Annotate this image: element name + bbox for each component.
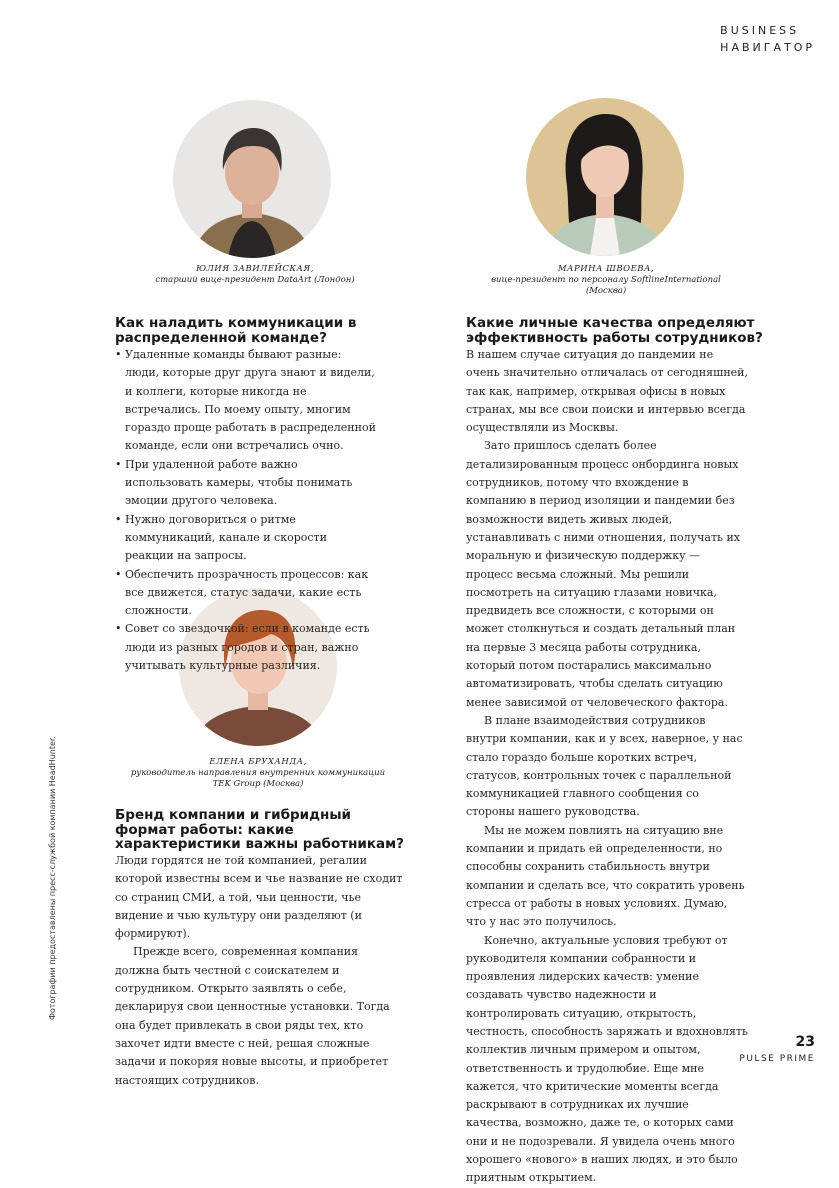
section-heading-qualities: Какие личные качества определяют эффективность работы сотрудников? (466, 315, 763, 346)
photo-credit: Фотографии предоставлены пресс-службой компании HeadHunter. (48, 736, 57, 1020)
caption-marina (470, 264, 742, 297)
magazine-name: PULSE PRIME (739, 1054, 815, 1064)
section-body-qualities (466, 346, 748, 1188)
person-name: ЮЛИЯ ЗАВИЛЕЙСКАЯ, (196, 264, 314, 274)
paragraph: Мы не можем повлиять на ситуацию вне компании и придать ей определенности, но способны сохранить стабильность внутри компании и сделать все, что сократить уровень стресса от работы в новых условиях. Думаю, что у нас это получилось. (466, 823, 745, 929)
section-body-communications (115, 346, 378, 675)
paragraph: В нашем случае ситуация до пандемии не очень значительно отличалась от сегодняшней, так как, например, открывая офисы в новых странах, мы все свои поиски и интервью всегда осуществляли из Москвы. (466, 348, 748, 435)
person-role: руководитель направления внутренних коммуникаций (130, 768, 386, 778)
caption-elena (118, 757, 398, 790)
section-heading-brand: Бренд компании и гибридный формат работы: какие характеристики важны работникам? (115, 807, 405, 852)
person-role: вице-президент по персоналу SoftlineInternational (Москва) (491, 275, 721, 296)
paragraph: Прежде всего, современная компания должна быть честной с соискателем и сотрудником. Открыто заявлять о себе, декларируя свои ценностные установки. Тогда она будет привлекать в свои ряды тех, кто захочет идти вместе с ней, решая сложные задачи и покоряя новые высоты, и приобретет настоящих сотрудников. (115, 945, 390, 1087)
person-role-company: TEK Group (Москва) (212, 779, 304, 789)
bullet-list (115, 346, 378, 675)
list-item: • Совет со звездочкой: если в команде есть люди из разных городов и стран, важно учитывать культурные различия. (115, 620, 378, 675)
paragraph: В плане взаимодействия сотрудников внутри компании, как и у всех, наверное, у нас стало гораздо больше коротких встреч, статусов, контрольных точек с параллельной коммуникацией главного сообщения со стороны нашего руководства. (466, 713, 743, 819)
portrait-photo-yulia (173, 100, 331, 258)
paragraph: Зато пришлось сделать более детализированным процесс онбординга новых сотрудников, потому что вхождение в компанию в период изоляции и пандемии без возможности видеть живых людей, устанавливать с ними отношения, получать их моральную и физическую поддержку — процесс весьма сложный. Мы решили посмотреть на ситуацию глазами новичка, предвидеть все сложности, с которыми он может столкнуться и создать детальный план на первые 3 месяца работы сотрудника, который потом постарались максимально автоматизировать, чтобы сделать ситуацию менее зависимой от человеческого фактора. (466, 439, 741, 709)
magazine-section-label (720, 22, 815, 56)
person-name: МАРИНА ШВОЕВА, (557, 264, 655, 274)
list-item: • Удаленные команды бывают разные: люди, которые друг друга знают и видели, и коллеги, которые никогда не встречались. По моему опыту, многим гораздо проще работать в распределенной команде, если они встречались очно. (115, 346, 378, 456)
person-role: старший вице-президент DataArt (Лондон) (155, 275, 355, 285)
paragraph: Люди гордятся не той компанией, регалии которой известны всем и чье название не сходит со страниц СМИ, а той, чьи ценности, чье видение и чью культуру они разделяют (и формируют). (115, 854, 403, 941)
list-item: • При удаленной работе важно использовать камеры, чтобы понимать эмоции другого человека. (115, 456, 378, 511)
list-item: • Нужно договориться о ритме коммуникаций, канале и скорости реакции на запросы. (115, 511, 378, 566)
section-body-brand (115, 852, 403, 1090)
section-label-line1: BUSINESS (720, 24, 800, 37)
caption-yulia (150, 264, 360, 286)
section-heading-communications: Как наладить коммуникации в распределенной команде? (115, 315, 357, 346)
portrait-photo-marina (526, 98, 684, 256)
person-name: ЕЛЕНА БРУХАНДА, (209, 757, 307, 767)
list-item: • Обеспечить прозрачность процессов: как все движется, статус задачи, какие есть сложности. (115, 566, 378, 621)
paragraph: Конечно, актуальные условия требуют от руководителя компании собранности и проявления лидерских качеств: умение создавать чувство надежности и контролировать ситуацию, открытость, честность, способность заряжать и вдохновлять коллектив личным примером и опытом, ответственность и трудолюбие. Еще мне кажется, что критические моменты всегда раскрывают в сотрудниках их лучшие качества, возможно, даже те, о которых сами они и не подозревали. Я увидела очень много хорошего «нового» в наших людях, и это было приятным открытием. (466, 933, 748, 1185)
section-label-line2: НАВИГАТОР (720, 41, 815, 54)
page-number: 23 (795, 1034, 815, 1050)
